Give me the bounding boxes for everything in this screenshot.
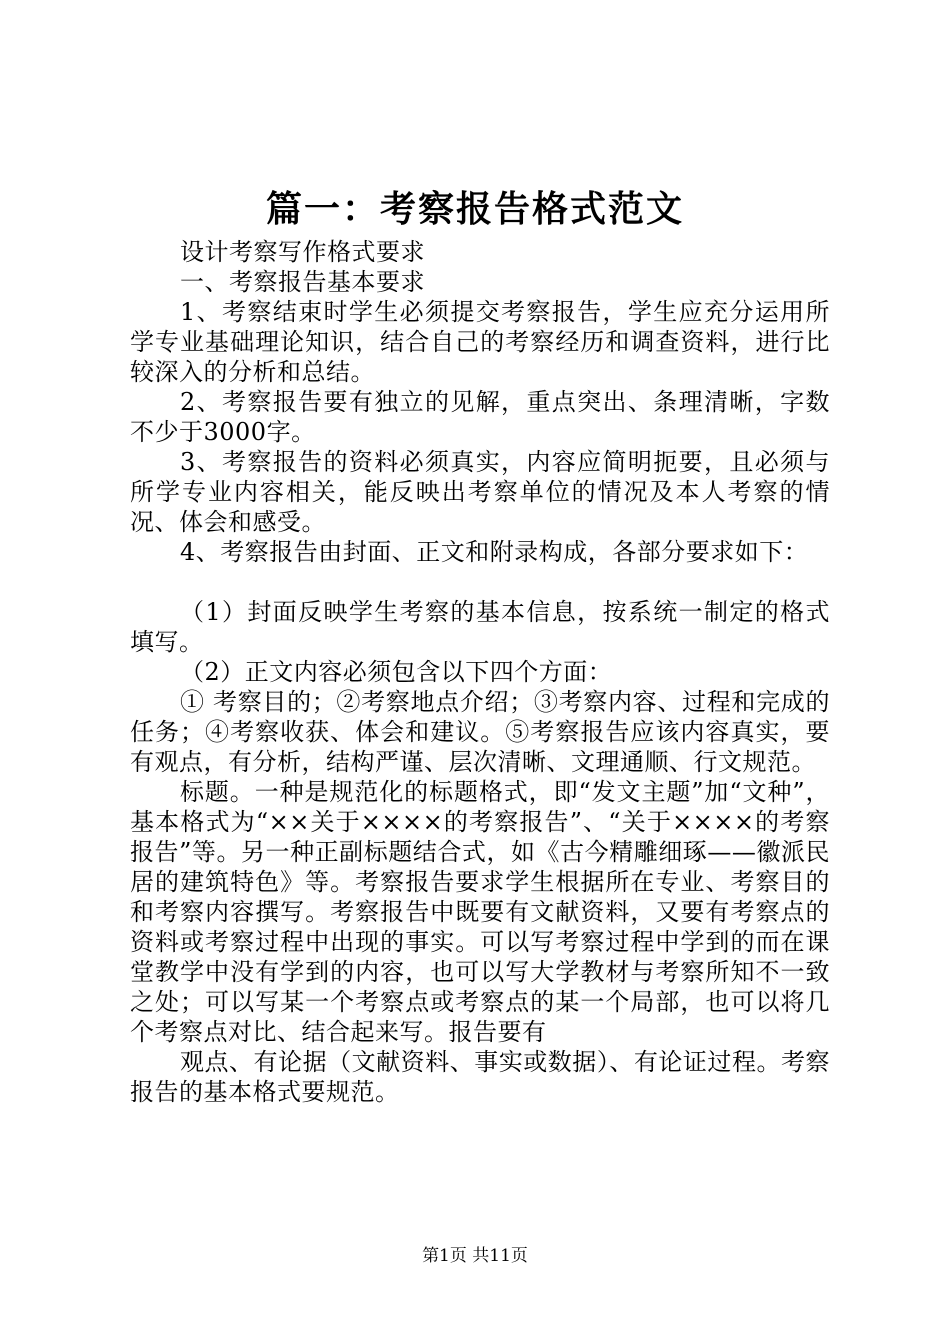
- page-footer: 第1页 共11页: [422, 1246, 528, 1266]
- paragraph: ① 考察目的；②考察地点介绍；③考察内容、过程和完成的任务；④考察收获、体会和建议。⑤考察报告应该内容真实，要有观点，有分析，结构严谨、层次清晰、文理通顺、行文规范。: [130, 688, 830, 776]
- paragraph: 观点、有论据（文献资料、事实或数据）、有论证过程。考察报告的基本格式要规范。: [130, 1048, 830, 1106]
- document-body: [130, 237, 830, 1107]
- paragraph: 标题。一种是规范化的标题格式，即“发文主题”加“文种”，基本格式为“××关于××××的考察报告”、“关于××××的考察报告”等。另一种正副标题结合式，如《古今精雕细琢——徽派民居的建筑特色》等。考察报告要求学生根据所在专业、考察目的和考察内容撰写。考察报告中既要有文献资料，又要有考察点的资料或考察过程中出现的事实。可以写考察过程中学到的而在课堂教学中没有学到的内容，也可以写大学教材与考察所知不一致之处；可以写某一个考察点或考察点的某一个局部，也可以将几个考察点对比、结合起来写。报告要有: [130, 778, 830, 1046]
- section-heading: 一、考察报告基本要求: [180, 268, 425, 296]
- blank-line: [130, 567, 830, 597]
- paragraph: 1、考察结束时学生必须提交考察报告，学生应充分运用所学专业基础理论知识，结合自己的考察经历和调查资料，进行比较深入的分析和总结。: [130, 298, 830, 386]
- paragraph: （1）封面反映学生考察的基本信息，按系统一制定的格式填写。: [130, 598, 830, 656]
- paragraph: 2、考察报告要有独立的见解，重点突出、条理清晰，字数不少于3000字。: [130, 388, 830, 446]
- paragraph: 4、考察报告由封面、正文和附录构成，各部分要求如下：: [180, 538, 809, 566]
- paragraph: 3、考察报告的资料必须真实，内容应简明扼要，且必须与所学专业内容相关，能反映出考察单位的情况及本人考察的情况、体会和感受。: [130, 448, 830, 536]
- paragraph-heading: 设计考察写作格式要求: [180, 238, 425, 266]
- paragraph: （2）正文内容必须包含以下四个方面：: [180, 658, 613, 686]
- document-title: 篇一：考察报告格式范文: [265, 188, 684, 230]
